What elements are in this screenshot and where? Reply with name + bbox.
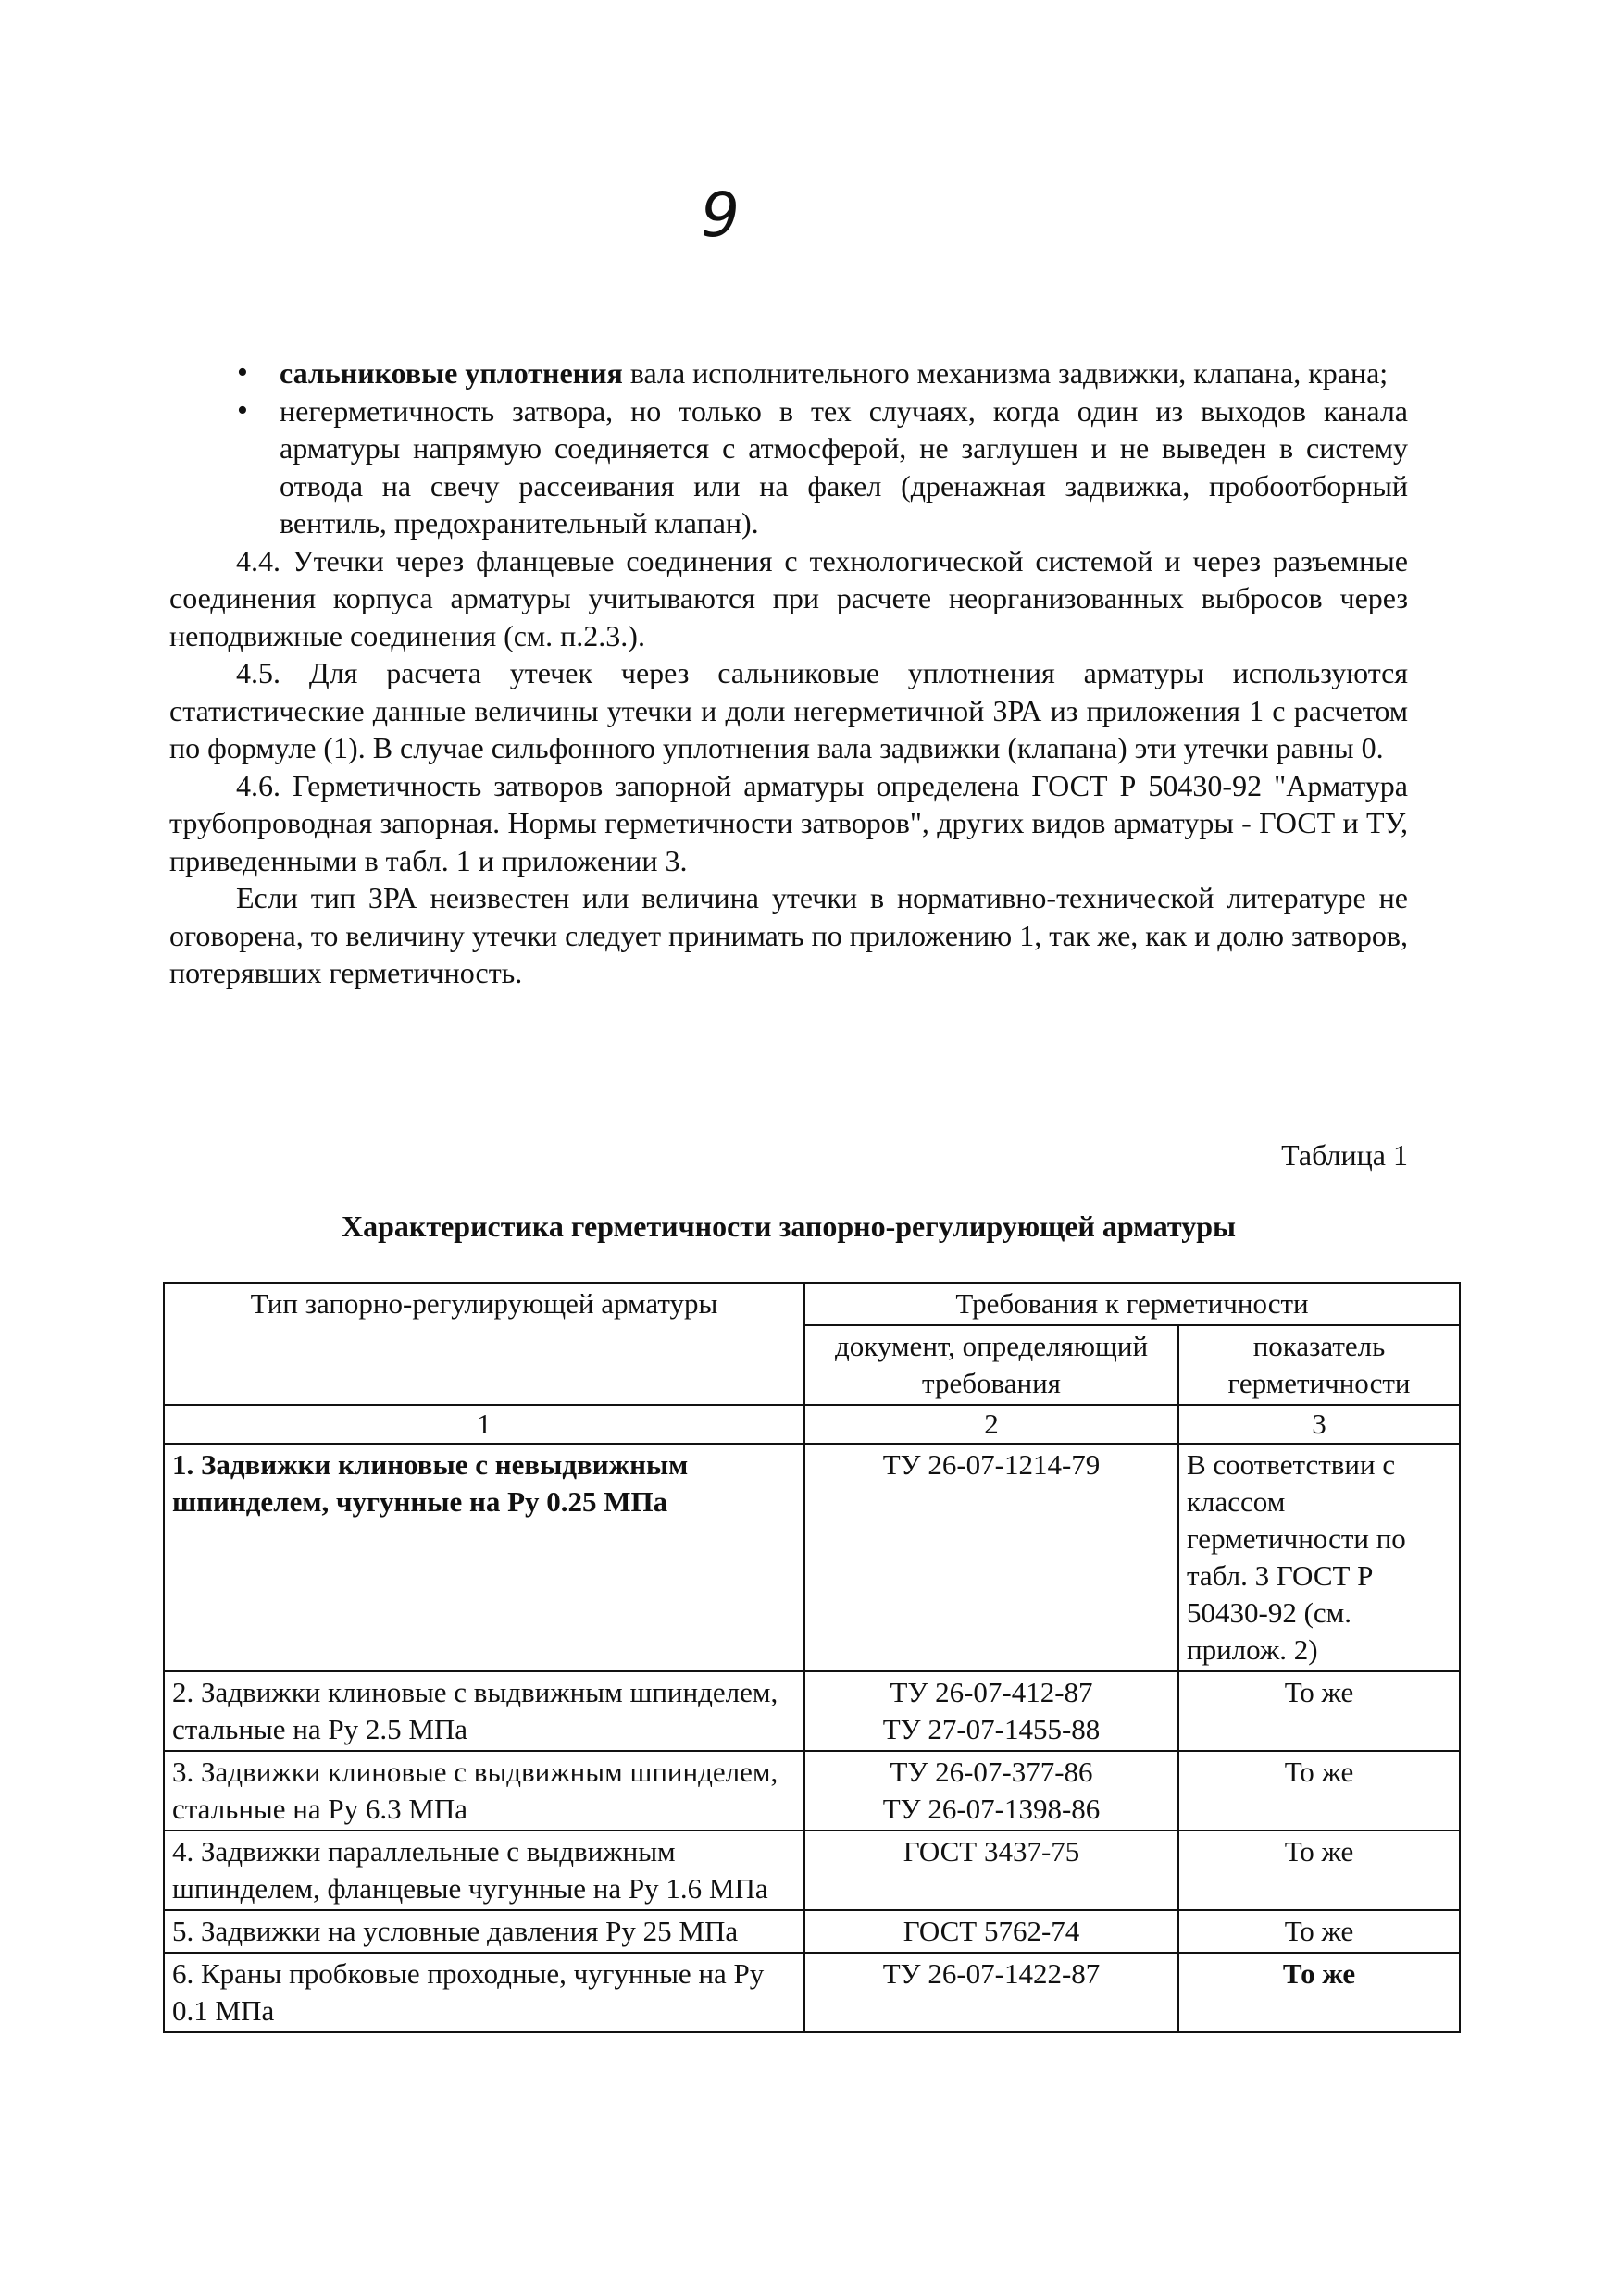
row-indicator: В соответствии с классом герметичности по табл. 3 ГОСТ Р 50430-92 (см. прилож. 2) bbox=[1178, 1444, 1460, 1671]
bullet-item bbox=[169, 354, 1408, 392]
document-line: ТУ 26-07-412-87 bbox=[890, 1676, 1093, 1708]
column-number-row bbox=[164, 1405, 1460, 1444]
bullet-text: вала исполнительного механизма задвижки, клапана, крана; bbox=[622, 356, 1389, 390]
row-type: 5. Задвижки на условные давления Ру 25 МПа bbox=[164, 1910, 804, 1953]
paragraph-4-4: 4.4. Утечки через фланцевые соединения с технологической системой и через разъемные соединения корпуса арматуры учитываются при расчете неорганизованных выбросов через неподвижные соединения (см. п.2.3.). bbox=[169, 543, 1408, 652]
row-document bbox=[804, 1751, 1178, 1831]
document-line: ТУ 26-07-1398-86 bbox=[882, 1793, 1101, 1825]
table-row bbox=[164, 1444, 1460, 1671]
bullet-bold-text: сальниковые уплотнения bbox=[280, 356, 623, 390]
row-document bbox=[804, 1444, 1178, 1671]
row-type: 2. Задвижки клиновые с выдвижным шпинделем, стальные на Ру 2.5 МПа bbox=[164, 1671, 804, 1751]
row-document bbox=[804, 1671, 1178, 1751]
document-line: ГОСТ 3437-75 bbox=[903, 1835, 1080, 1868]
document-line: ГОСТ 5762-74 bbox=[903, 1915, 1080, 1947]
row-type: 6. Краны пробковые проходные, чугунные на Ру 0.1 МПа bbox=[164, 1953, 804, 2032]
row-indicator: То же bbox=[1178, 1751, 1460, 1831]
row-indicator: То же bbox=[1178, 1831, 1460, 1910]
header-type: Тип запорно-регулирующей арматуры bbox=[164, 1283, 804, 1405]
paragraph-unknown-type: Если тип ЗРА неизвестен или величина утечки в нормативно-технической литературе не оговорена, то величину утечки следует принимать по приложению 1, так же, как и долю затворов, потерявших герметичность. bbox=[169, 881, 1408, 989]
tightness-table bbox=[163, 1282, 1461, 2033]
row-indicator: То же bbox=[1178, 1671, 1460, 1751]
header-indicator: показатель герметичности bbox=[1178, 1325, 1460, 1405]
bullet-list bbox=[169, 354, 1408, 542]
table-caption: Таблица 1 bbox=[1281, 1138, 1408, 1172]
row-document bbox=[804, 1831, 1178, 1910]
page-number: 9 bbox=[701, 180, 740, 251]
column-number: 2 bbox=[804, 1405, 1178, 1444]
column-number: 3 bbox=[1178, 1405, 1460, 1444]
row-document bbox=[804, 1910, 1178, 1953]
paragraph-4-5: 4.5. Для расчета утечек через сальниковые уплотнения арматуры используются статистические данные величины утечки и доли негерметичной ЗРА из приложения 1 с расчетом по формуле (1). В случае сильфонного уплотнения вала задвижки (клапана) эти утечки равны 0. bbox=[169, 656, 1408, 764]
table-row bbox=[164, 1910, 1460, 1953]
header-requirements: Требования к герметичности bbox=[804, 1283, 1460, 1325]
row-type: 3. Задвижки клиновые с выдвижным шпинделем, стальные на Ру 6.3 МПа bbox=[164, 1751, 804, 1831]
row-type: 4. Задвижки параллельные с выдвижным шпинделем, фланцевые чугунные на Ру 1.6 МПа bbox=[164, 1831, 804, 1910]
table-row bbox=[164, 1831, 1460, 1910]
document-line: ТУ 26-07-1214-79 bbox=[882, 1448, 1101, 1481]
row-indicator: То же bbox=[1178, 1910, 1460, 1953]
bullet-text: негерметичность затвора, но только в тех случаях, когда один из выходов канала арматуры напрямую соединяется с атмосферой, не заглушен и не выведен в систему отвода на свечу рассеивания или на факел (дренажная задвижка, пробоотборный вентиль, предохранительный клапан). bbox=[280, 393, 1408, 540]
bullet-item bbox=[169, 392, 1408, 542]
column-number: 1 bbox=[164, 1405, 804, 1444]
table-row bbox=[164, 1751, 1460, 1831]
body-text bbox=[169, 354, 1408, 992]
table-title: Характеристика герметичности запорно-регулирующей арматуры bbox=[342, 1210, 1236, 1243]
table-row bbox=[164, 1671, 1460, 1751]
table-row bbox=[164, 1953, 1460, 2032]
header-document: документ, определяющий требования bbox=[804, 1325, 1178, 1405]
row-indicator: То же bbox=[1178, 1953, 1460, 2032]
row-document bbox=[804, 1953, 1178, 2032]
row-type: 1. Задвижки клиновые с невыдвижным шпинделем, чугунные на Ру 0.25 МПа bbox=[164, 1444, 804, 1671]
document-line: ТУ 27-07-1455-88 bbox=[882, 1713, 1101, 1745]
document-line: ТУ 26-07-1422-87 bbox=[882, 1957, 1101, 1990]
paragraph-4-6: 4.6. Герметичность затворов запорной арматуры определена ГОСТ Р 50430-92 "Арматура трубопроводная запорная. Нормы герметичности затворов", других видов арматуры - ГОСТ и ТУ, приведенными в табл. 1 и приложении 3. bbox=[169, 768, 1408, 877]
document-line: ТУ 26-07-377-86 bbox=[890, 1756, 1093, 1788]
